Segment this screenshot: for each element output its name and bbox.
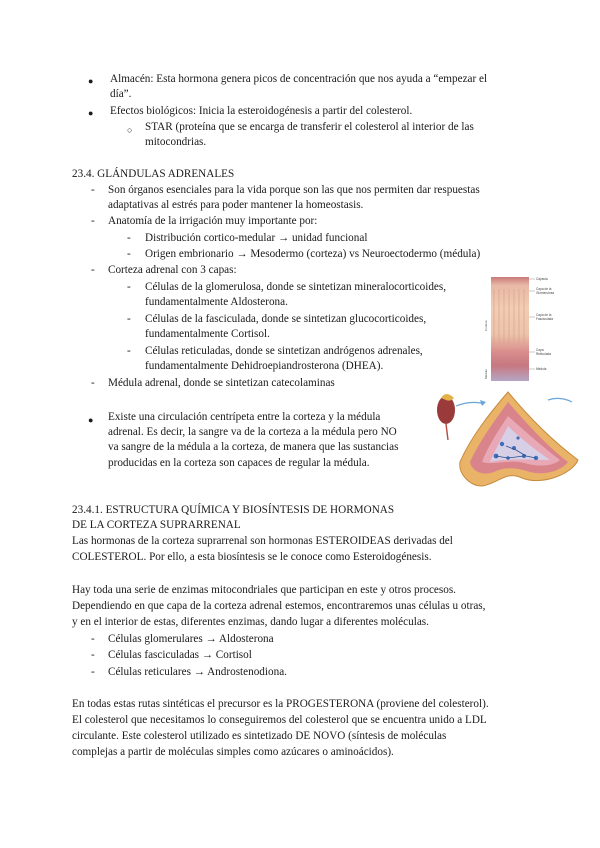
circle-marker: ○ xyxy=(127,125,133,135)
dash-marker: - xyxy=(91,377,95,389)
side-label-cortex: Corteza xyxy=(484,320,488,331)
text-line: Dependiendo en que capa de la corteza adrenal estemos, encontraremos unas células u otras, xyxy=(72,600,486,612)
section-heading: DE LA CORTEZA SUPRARRENAL xyxy=(72,519,241,531)
dash-marker: - xyxy=(127,248,131,260)
text-line: Médula adrenal, donde se sintetizan catecolaminas xyxy=(108,377,335,389)
label-medulla: Médula xyxy=(536,367,547,371)
text-line: producidas en la corteza son capaces de regular la médula. xyxy=(108,457,370,469)
dash-marker: - xyxy=(127,232,131,244)
label-reticulada: Capa xyxy=(536,348,544,352)
text-line: Hay toda una serie de enzimas mitocondriales que participan en este y otros procesos. xyxy=(72,584,456,596)
side-label-medulla: Médula xyxy=(484,369,488,379)
text-line: STAR (proteína que se encarga de transferir el colesterol al interior de las xyxy=(145,121,474,133)
text-line: Son órganos esenciales para la vida porque son las que nos permiten dar respuestas xyxy=(108,184,480,196)
text-line: En todas estas rutas sintéticas el precursor es la PROGESTERONA (proviene del colesterol). xyxy=(72,698,489,710)
text-line: Almacén: Esta hormona genera picos de concentración que nos ayuda a “empezar el xyxy=(110,73,488,85)
text-line: fundamentalmente Dehidroepiandrosterona (DHEA). xyxy=(145,360,384,372)
dash-marker: - xyxy=(127,345,131,357)
text-line: día”. xyxy=(110,88,132,100)
section-heading: 23.4. GLÁNDULAS ADRENALES xyxy=(72,168,235,180)
text-line: fundamentalmente Aldosterona. xyxy=(145,296,288,308)
list-item: Células fasciculadas → Cortisol xyxy=(108,649,252,661)
text-line: Células de la glomerulosa, donde se sintetizan mineralocorticoides, xyxy=(145,281,447,293)
text-line: complejas a partir de moléculas simples como azúcares o aminoácidos). xyxy=(72,746,394,758)
label-capsule: Cápsula xyxy=(536,277,548,281)
dash-marker: - xyxy=(91,649,95,661)
label-glomerulosa: Glomerulosa xyxy=(536,291,555,295)
text-line: Efectos biológicos: Inicia la esteroidogénesis a partir del colesterol. xyxy=(110,105,413,117)
list-item: Células glomerulares → Aldosterona xyxy=(108,633,274,645)
text-line: Anatomía de la irrigación muy importante por: xyxy=(108,215,318,227)
text-line: adaptativas al estrés para poder mantener la homeostasis. xyxy=(108,199,364,211)
text-line: Las hormonas de la corteza suprarrenal son hormonas ESTEROIDEAS derivadas del xyxy=(72,535,453,547)
adrenal-gland-illustration xyxy=(432,386,582,498)
text-line: y en el interior de estas, diferentes enzimas, dando lugar a diferentes moléculas. xyxy=(72,616,429,628)
text-line: circulante. Este colesterol utilizado es sintetizado DE NOVO (síntesis de moléculas xyxy=(72,730,447,742)
text-line: Células de la fasciculada, donde se sintetizan glucocorticoides, xyxy=(145,313,427,325)
dash-marker: - xyxy=(91,264,95,276)
text-line: mitocondrias. xyxy=(145,136,207,148)
bullet-marker: ● xyxy=(88,415,94,425)
dash-marker: - xyxy=(91,633,95,645)
text-line: fundamentalmente Cortisol. xyxy=(145,328,270,340)
text-line: Corteza adrenal con 3 capas: xyxy=(108,264,237,276)
text-line: va sangre de la médula a la corteza, de manera que las sustancias xyxy=(108,441,399,453)
dash-marker: - xyxy=(91,184,95,196)
dash-marker: - xyxy=(91,215,95,227)
text-line: adrenal. Es decir, la sangre va de la corteza a la médula pero NO xyxy=(108,426,397,438)
dash-marker: - xyxy=(127,281,131,293)
text-line: COLESTEROL. Por ello, a esta biosíntesis se le conoce como Esteroidogénesis. xyxy=(72,551,432,563)
section-heading: 23.4.1. ESTRUCTURA QUÍMICA Y BIOSÍNTESIS DE HORMONAS xyxy=(72,504,395,516)
bullet-marker: ● xyxy=(88,108,94,118)
list-item: Células reticulares → Androstenodiona. xyxy=(108,666,287,678)
label-glomerulosa: Capa de la xyxy=(536,287,552,291)
text-line: Existe una circulación centrípeta entre la corteza y la médula xyxy=(108,411,381,423)
text-line: Origen embrionario → Mesodermo (corteza) vs Neuroectodermo (médula) xyxy=(145,248,481,260)
text-line: Células reticuladas, donde se sintetizan andrógenos adrenales, xyxy=(145,345,423,357)
label-fasciculada: Fasciculada xyxy=(536,317,554,321)
text-line: Distribución cortico-medular → unidad funcional xyxy=(145,232,368,244)
label-reticulada: Reticulada xyxy=(536,352,552,356)
bullet-marker: ● xyxy=(88,76,94,86)
dash-marker: - xyxy=(127,313,131,325)
text-line: El colesterol que necesitamos lo conseguiremos del colesterol que se encuentra unido a LDL xyxy=(72,714,487,726)
dash-marker: - xyxy=(91,666,95,678)
adrenal-histology-image xyxy=(480,275,560,383)
label-fasciculada: Capa de la xyxy=(536,313,552,317)
